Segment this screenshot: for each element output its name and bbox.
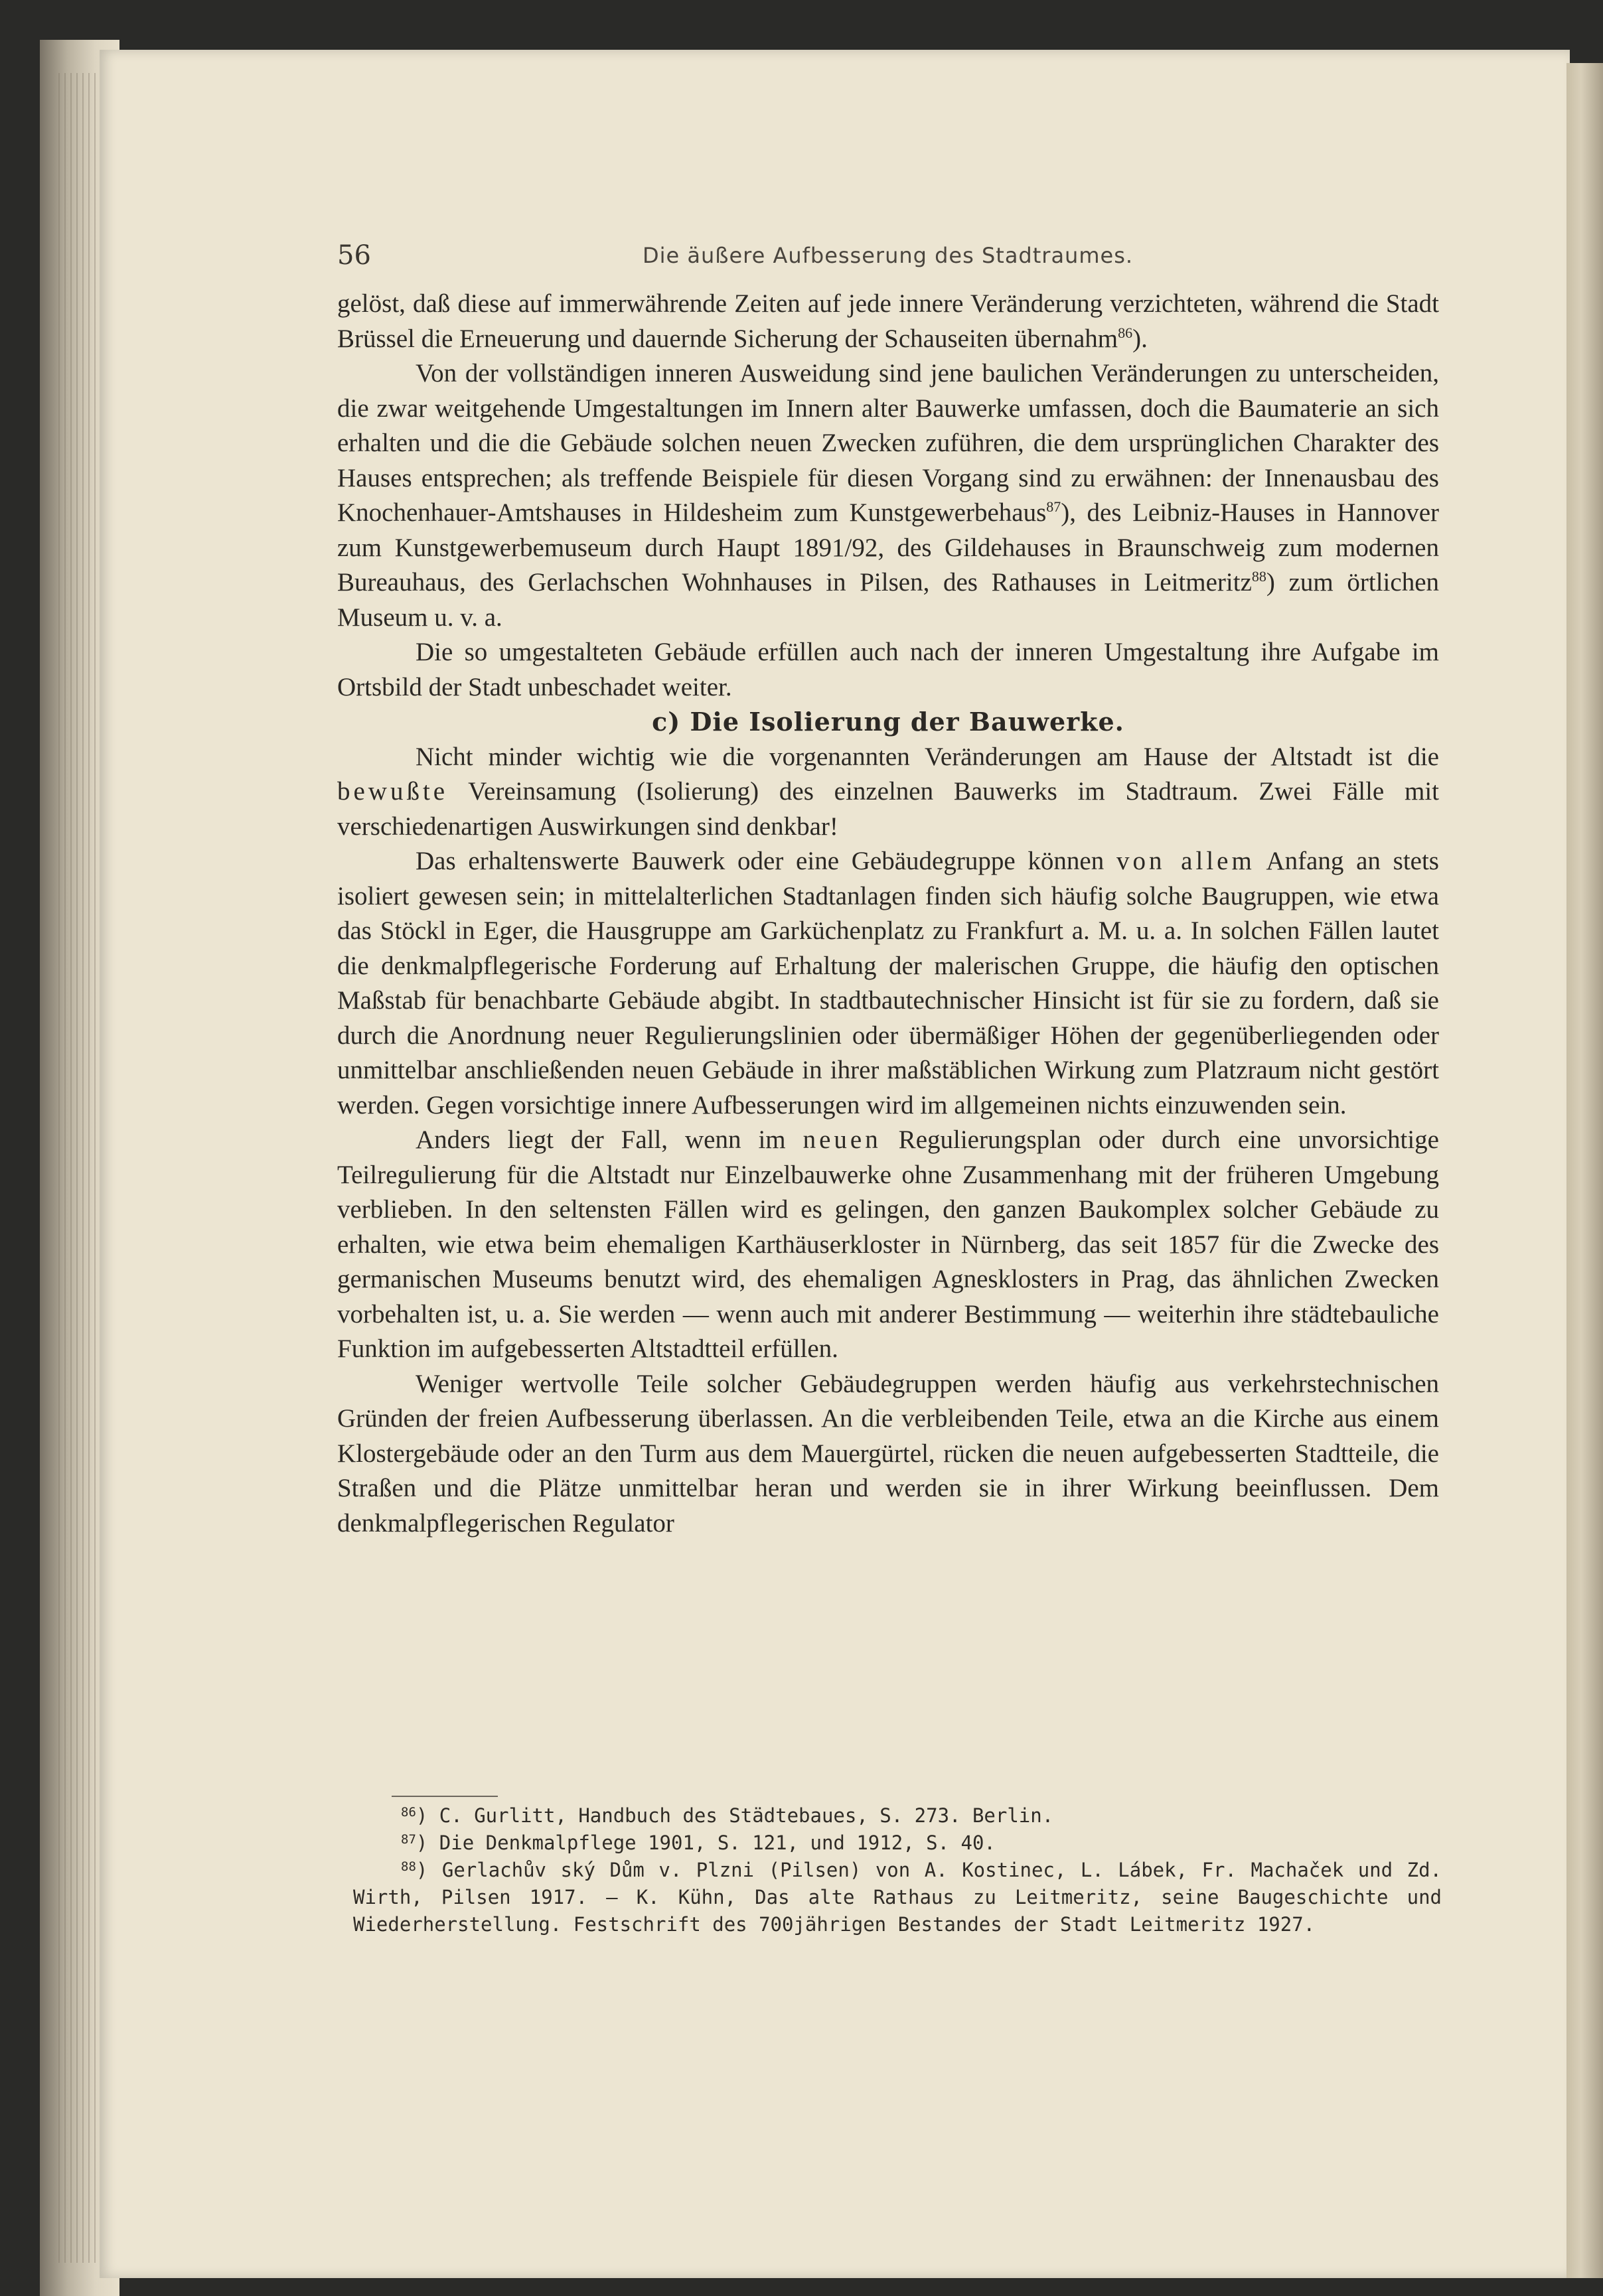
paragraph: Weniger wertvolle Teile solcher Gebäudegruppen werden häufig aus verkehrstechnischen Gründen der freien Aufbesserung überlassen. An die verbleibenden Teile, etwa an die Kirche aus einem Klostergebäude oder an den Turm aus dem Mauergürtel, rücken die neuen aufgebesserten Stadtteile, die Straßen und die Plätze unmittelbar heran und werden sie in ihrer Wirkung beeinflussen. Dem denkmalpflegerischen Regulator	[337, 1369, 1439, 1538]
footnote-ref[interactable]: 88	[1251, 568, 1266, 585]
footnote-ref[interactable]: 87	[1046, 498, 1061, 515]
footnote: $^{88}$) Gerlachův ský Dům v. Plzni (Pilsen) von A. Kostinec, L. Lábek, Fr. Machaček und Zd. Wirth, Pilsen 1917. — K. Kühn, Das alte Rathaus zu Leitmeritz, seine Baugeschichte und Wiederherstellung. Festschrift des 700jährigen Bestandes der Stadt Leitmeritz 1927.	[353, 1859, 1442, 1936]
page-stack-right	[1566, 63, 1603, 2278]
body-text	[337, 287, 1439, 1541]
footnote-mark: 88	[401, 1859, 416, 1874]
spaced-emphasis: neuen	[802, 1125, 881, 1154]
running-title: Die äußere Aufbesserung des Stadtraumes.	[643, 243, 1134, 268]
paragraph: Von der vollständigen inneren Ausweidung sind jene baulichen Veränderungen zu unterscheiden, die zwar weitgehende Umgestaltungen im Innern alter Bauwerke umfassen, doch die Baumaterie an sich erhalten und die die Gebäude solchen neuen Zwecken zuführen, die dem ursprünglichen Charakter des Hauses entsprechen; als treffende Beispiele für diesen Vorgang sind zu erwähnen: der Innenausbau des Knochenhauer-Amtshauses in Hildesheim zum Kunstgewerbehaus$^{87}$), des Leibniz-Hauses in Hannover zum Kunstgewerbemuseum durch Haupt 1891/92, des Gildehauses in Braunschweig zum modernen Bureauhaus, des Gerlachschen Wohnhauses in Pilsen, des Rathauses in Leitmeritz$^{88}$) zum örtlichen Museum u. v. a.	[337, 359, 1440, 632]
footnotes	[353, 1802, 1442, 1938]
footnote: $^{86}$) C. Gurlitt, Handbuch des Städtebaues, S. 273. Berlin.	[401, 1804, 1054, 1827]
paragraph: Das erhaltenswerte Bauwerk oder eine Gebäudegruppe können von allem Anfang an stets isoliert gewesen sein; in mittelalterlichen Stadtanlagen finden sich häufig solche Baugruppen, wie etwa das Stöckl in Eger, die Hausgruppe am Garküchenplatz zu Frankfurt a. M. u. a. In solchen Fällen lautet die denkmalpflegerische Forderung auf Erhaltung der malerischen Gruppe, die häufig den optischen Maßstab für benachbarte Gebäude abgibt. In stadtbautechnischer Hinsicht ist für sie zu fordern, daß sie durch die Anordnung neuer Regulierungslinien oder übermäßiger Höhen der gegenüberliegenden oder unmittelbar anschließenden neuen Gebäude in ihrer maßstäblichen Wirkung zum Platzraum nicht gestört werden. Gegen vorsichtige innere Aufbesserungen wird im allgemeinen nichts einzuwenden sein.	[337, 847, 1439, 1119]
footnote-mark: 87	[401, 1832, 416, 1847]
paragraph: gelöst, daß diese auf immerwährende Zeiten auf jede innere Veränderung verzichteten, während die Stadt Brüssel die Erneuerung und dauernde Sicherung der Schauseiten übernahm$^{86}$).	[337, 289, 1439, 353]
spaced-emphasis: von allem	[1116, 847, 1255, 875]
paragraph: Anders liegt der Fall, wenn im neuen Regulierungsplan oder durch eine unvorsichtige Teilregulierung für die Altstadt nur Einzelbauwerke ohne Zusammenhang mit der früheren Umgebung verblieben. In den seltensten Fällen wird es gelingen, den ganzen Baukomplex solcher Gebäude zu erhalten, wie etwa beim ehemaligen Karthäuserkloster in Nürnberg, das seit 1857 für die Zwecke des germanischen Museums benutzt wird, des ehemaligen Agnesklosters in Prag, das ähnlichen Zwecken vorbehalten ist, u. a. Sie werden — wenn auch mit anderer Bestimmung — weiterhin ihre städtebauliche Funktion im aufgebesserten Altstadtteil erfüllen.	[337, 1125, 1439, 1363]
footnote-mark: 86	[401, 1805, 416, 1820]
footnote-ref[interactable]: 86	[1118, 324, 1133, 341]
spaced-emphasis: bewußte	[337, 777, 449, 806]
paragraph: Die so umgestalteten Gebäude erfüllen auch nach der inneren Umgestaltung ihre Aufgabe im Ortsbild der Stadt unbeschadet weiter.	[337, 638, 1439, 701]
section-heading: c) Die Isolierung der Bauwerke.	[652, 707, 1124, 737]
page-number: 56	[337, 240, 371, 271]
footnote: $^{87}$) Die Denkmalpflege 1901, S. 121, und 1912, S. 40.	[401, 1831, 996, 1854]
paragraph: Nicht minder wichtig wie die vorgenannten Veränderungen am Hause der Altstadt ist die bewußte Vereinsamung (Isolierung) des einzelnen Bauwerks im Stadtraum. Zwei Fälle mit verschiedenartigen Auswirkungen sind denkbar!	[337, 742, 1439, 841]
page-header	[337, 240, 1134, 280]
footnote-divider	[392, 1796, 498, 1797]
page-stack-left	[58, 73, 98, 2263]
